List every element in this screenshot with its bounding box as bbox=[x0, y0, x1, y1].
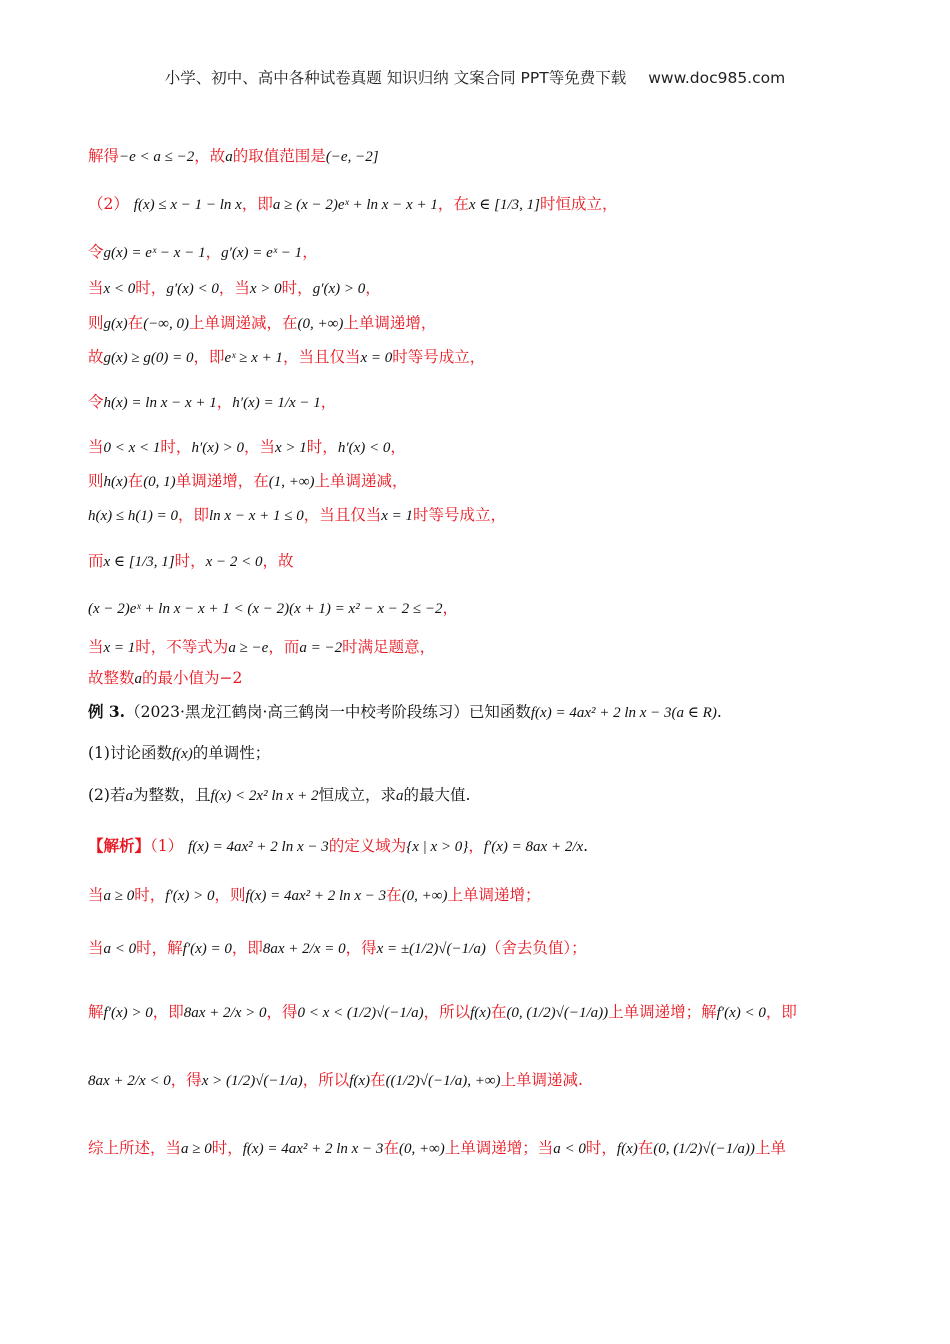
line-text: 上单调递减. bbox=[500, 1071, 583, 1089]
math-expression: x < 0 bbox=[103, 281, 136, 297]
text-line bbox=[88, 883, 541, 908]
line-text: 时， bbox=[281, 279, 313, 297]
line-text: 在 bbox=[637, 1139, 654, 1157]
line-text: 时恒成立， bbox=[539, 195, 618, 213]
math-expression: f(x) bbox=[616, 1141, 638, 1157]
line-text: 时， bbox=[174, 552, 206, 570]
math-expression: g(x) = eˣ − x − 1 bbox=[103, 245, 206, 261]
line-text: 上单调递减，在 bbox=[189, 314, 298, 332]
line-text: 在 bbox=[490, 1003, 507, 1021]
math-expression: h′(x) = 1/x − 1 bbox=[232, 395, 321, 411]
line-text: 令 bbox=[88, 393, 104, 411]
line-text: ，即 bbox=[231, 939, 263, 957]
line-text: ，所以 bbox=[302, 1071, 350, 1089]
math-expression: a bbox=[396, 788, 404, 804]
math-expression: h(x) ≤ h(1) = 0 bbox=[88, 508, 178, 524]
line-text: ，即 bbox=[193, 348, 225, 366]
header-text: 小学、初中、高中各种试卷真题 知识归纳 文案合同 PPT等免费下载 bbox=[164, 69, 627, 87]
line-text: 当 bbox=[88, 438, 104, 456]
math-expression: (−∞, 0) bbox=[143, 316, 189, 332]
line-text: ，当 bbox=[244, 438, 276, 456]
math-expression: h′(x) < 0 bbox=[337, 440, 391, 456]
line-text: ，所以 bbox=[423, 1003, 471, 1021]
line-text: 的最小值为−2 bbox=[142, 669, 243, 687]
line-text: ，当且仅当 bbox=[282, 348, 361, 366]
line-text: 上单调递减， bbox=[314, 472, 408, 490]
math-expression: f(x) = 4ax² + 2 ln x − 3 bbox=[188, 839, 329, 855]
line-text: 故 bbox=[88, 348, 104, 366]
math-expression: a bbox=[134, 671, 143, 687]
line-text: 令 bbox=[88, 243, 104, 261]
math-expression: 8ax + 2/x > 0 bbox=[183, 1005, 267, 1021]
math-expression: x = 0 bbox=[360, 350, 393, 366]
math-expression: g(x) bbox=[103, 316, 128, 332]
math-expression: (0, (1/2)√(−1/a)) bbox=[653, 1141, 755, 1157]
line-text: ， bbox=[320, 393, 337, 411]
math-expression: g(x) ≥ g(0) = 0 bbox=[103, 350, 194, 366]
line-text: 时满足题意， bbox=[342, 638, 436, 656]
line-text: 在 bbox=[386, 886, 402, 904]
math-expression: (−e, −2] bbox=[325, 149, 379, 165]
math-expression: ((1/2)√(−1/a), +∞) bbox=[385, 1073, 501, 1089]
math-expression: a < 0 bbox=[553, 1141, 586, 1157]
line-text: ，得 bbox=[345, 939, 377, 957]
text-line bbox=[88, 240, 318, 265]
line-text: 当 bbox=[88, 279, 104, 297]
line-text: 例 3. bbox=[88, 702, 126, 721]
text-line bbox=[88, 700, 722, 725]
text-line bbox=[88, 345, 485, 370]
line-text: 在 bbox=[383, 1139, 399, 1157]
line-text: ，即 bbox=[178, 506, 210, 524]
line-text: ，而 bbox=[268, 638, 300, 656]
math-expression: a bbox=[225, 149, 233, 165]
line-text: ，故 bbox=[262, 552, 294, 570]
line-text: ，在 bbox=[437, 195, 469, 213]
math-expression: f′(x) > 0 bbox=[103, 1005, 153, 1021]
math-expression: x > 1 bbox=[275, 440, 307, 456]
line-text: (1)讨论函数 bbox=[88, 744, 172, 762]
math-expression: g′(x) = eˣ − 1 bbox=[221, 245, 303, 261]
line-text: 恒成立，求 bbox=[318, 786, 397, 804]
line-text: （1） bbox=[150, 837, 189, 855]
line-text: ， bbox=[302, 243, 318, 261]
line-text: 解 bbox=[88, 1003, 104, 1021]
text-line bbox=[88, 666, 242, 691]
math-expression: a ≥ 0 bbox=[181, 1141, 212, 1157]
math-expression: x − 2 < 0 bbox=[205, 554, 263, 570]
line-text: ，故 bbox=[194, 147, 226, 165]
math-expression: x > (1/2)√(−1/a) bbox=[201, 1073, 303, 1089]
math-expression: f′(x) = 8ax + 2/x bbox=[483, 839, 584, 855]
math-expression: (1, +∞) bbox=[268, 474, 315, 490]
line-text: 上单调递增；当 bbox=[444, 1139, 554, 1157]
text-line bbox=[88, 192, 617, 217]
math-expression: f(x) = 4ax² + 2 ln x − 3 bbox=[242, 1141, 384, 1157]
text-line bbox=[88, 1000, 797, 1025]
math-expression: −e < a ≤ −2 bbox=[119, 149, 195, 165]
text-line bbox=[88, 276, 381, 301]
line-text: 故整数 bbox=[88, 669, 135, 687]
math-expression: f(x) bbox=[470, 1005, 491, 1021]
line-text: 时等号成立， bbox=[392, 348, 486, 366]
line-text: ，得 bbox=[266, 1003, 298, 1021]
math-expression: x ∈ [1/3, 1] bbox=[468, 197, 540, 213]
text-line bbox=[88, 549, 294, 574]
math-expression: eˣ ≥ x + 1 bbox=[224, 350, 283, 366]
text-line bbox=[88, 741, 270, 766]
line-text: ，即 bbox=[765, 1003, 797, 1021]
page-header bbox=[0, 66, 950, 88]
math-expression: g′(x) < 0 bbox=[166, 281, 219, 297]
line-text: ， bbox=[216, 393, 233, 411]
text-line bbox=[88, 469, 408, 494]
line-text: 而 bbox=[88, 552, 104, 570]
math-expression: (0, +∞) bbox=[297, 316, 344, 332]
text-line bbox=[88, 1068, 583, 1093]
line-text: ， bbox=[365, 279, 381, 297]
math-expression: a < 0 bbox=[103, 941, 137, 957]
line-text: ， bbox=[468, 837, 484, 855]
math-expression: {x | x > 0} bbox=[406, 839, 469, 855]
line-text: 时， bbox=[211, 1139, 243, 1157]
math-expression: a ≥ 0 bbox=[103, 888, 135, 904]
line-text: ， bbox=[390, 438, 406, 456]
text-line bbox=[88, 596, 458, 621]
math-expression: x = 1 bbox=[103, 640, 136, 656]
line-text: 综上所述，当 bbox=[88, 1139, 182, 1157]
line-text: 上单调递增；解 bbox=[608, 1003, 717, 1021]
line-text: 在 bbox=[370, 1071, 386, 1089]
math-expression: (0, +∞) bbox=[401, 888, 448, 904]
math-expression: (x − 2)eˣ + ln x − x + 1 < (x − 2)(x + 1) = x² − x − 2 ≤ −2 bbox=[88, 601, 443, 617]
line-text: 时，不等式为 bbox=[135, 638, 229, 656]
math-expression: x > 0 bbox=[249, 281, 282, 297]
math-expression: f(x) = 4ax² + 2 ln x − 3 bbox=[245, 888, 387, 904]
math-expression: h′(x) > 0 bbox=[191, 440, 244, 456]
line-text: 的单调性； bbox=[192, 744, 271, 762]
line-text: 则 bbox=[88, 314, 104, 332]
text-line bbox=[88, 635, 435, 660]
math-expression: (0, +∞) bbox=[398, 1141, 445, 1157]
math-expression: a ≥ −e bbox=[228, 640, 269, 656]
line-text: 时， bbox=[306, 438, 338, 456]
line-text: ， bbox=[205, 243, 222, 261]
math-expression: f(x) < 2x² ln x + 2 bbox=[210, 788, 319, 804]
text-line bbox=[88, 503, 506, 528]
line-text: . bbox=[583, 837, 589, 855]
math-expression: a bbox=[125, 788, 133, 804]
line-text: 时，解 bbox=[136, 939, 183, 957]
line-text: 单调递增，在 bbox=[175, 472, 269, 490]
math-expression: a ≥ (x − 2)eˣ + ln x − x + 1 bbox=[272, 197, 438, 213]
line-text: ，得 bbox=[170, 1071, 202, 1089]
text-line bbox=[88, 834, 588, 859]
math-expression: 0 < x < 1 bbox=[103, 440, 161, 456]
line-text: 上单调递增； bbox=[447, 886, 541, 904]
math-expression: f′(x) > 0 bbox=[165, 888, 215, 904]
header-site-link[interactable]: www.doc985.com bbox=[648, 69, 786, 87]
line-text: 的定义域为 bbox=[328, 837, 407, 855]
math-expression: f(x) bbox=[349, 1073, 371, 1089]
math-expression: f(x) ≤ x − 1 − ln x bbox=[133, 197, 242, 213]
text-line bbox=[88, 144, 379, 169]
line-text: 时， bbox=[585, 1139, 617, 1157]
line-text: 时等号成立， bbox=[413, 506, 507, 524]
math-expression: x = ±(1/2)√(−1/a) bbox=[376, 941, 486, 957]
line-text: 在 bbox=[127, 314, 144, 332]
line-text: （舍去负值）； bbox=[485, 939, 587, 957]
line-text: 解得 bbox=[88, 147, 120, 165]
math-expression: h(x) bbox=[103, 474, 128, 490]
text-line bbox=[88, 435, 406, 460]
line-text: （2023·黑龙江鹤岗·高三鹤岗一中校考阶段练习）已知函数 bbox=[125, 703, 531, 721]
line-text: . bbox=[716, 703, 722, 721]
line-text: 时， bbox=[135, 279, 167, 297]
line-text: 则 bbox=[88, 472, 104, 490]
line-text: 的取值范围是 bbox=[232, 147, 326, 165]
line-text: 时， bbox=[160, 438, 192, 456]
math-expression: x ∈ [1/3, 1] bbox=[103, 554, 175, 570]
line-text: ， bbox=[442, 599, 458, 617]
text-line bbox=[88, 311, 436, 336]
math-expression: f(x) bbox=[171, 746, 193, 762]
math-expression: x = 1 bbox=[381, 508, 414, 524]
line-text: ，即 bbox=[241, 195, 273, 213]
math-expression: 0 < x < (1/2)√(−1/a) bbox=[297, 1005, 424, 1021]
line-text: 的最大值. bbox=[403, 786, 471, 804]
line-text: ，当且仅当 bbox=[303, 506, 382, 524]
text-line bbox=[88, 783, 470, 808]
line-text: 当 bbox=[88, 638, 104, 656]
line-text: 为整数，且 bbox=[132, 786, 211, 804]
line-text: 时， bbox=[134, 886, 166, 904]
line-text: ，则 bbox=[214, 886, 246, 904]
line-text: 当 bbox=[88, 886, 104, 904]
math-expression: f′(x) < 0 bbox=[716, 1005, 766, 1021]
text-line bbox=[88, 936, 587, 961]
line-text: ，当 bbox=[218, 279, 250, 297]
line-text: ，即 bbox=[152, 1003, 184, 1021]
math-expression: g′(x) > 0 bbox=[312, 281, 366, 297]
line-text: 上单 bbox=[754, 1139, 786, 1157]
math-expression: 8ax + 2/x = 0 bbox=[262, 941, 346, 957]
math-expression: (0, (1/2)√(−1/a)) bbox=[506, 1005, 609, 1021]
math-expression: 8ax + 2/x < 0 bbox=[88, 1073, 171, 1089]
line-text: （2） bbox=[88, 195, 134, 213]
text-line bbox=[88, 390, 336, 415]
line-text: 当 bbox=[88, 939, 104, 957]
math-expression: f′(x) = 0 bbox=[182, 941, 232, 957]
line-text: 【解析】 bbox=[88, 836, 151, 855]
math-expression: f(x) = 4ax² + 2 ln x − 3(a ∈ R) bbox=[530, 705, 717, 721]
math-expression: (0, 1) bbox=[143, 474, 176, 490]
line-text: (2)若 bbox=[88, 786, 126, 804]
math-expression: h(x) = ln x − x + 1 bbox=[103, 395, 217, 411]
line-text: 在 bbox=[127, 472, 144, 490]
math-expression: ln x − x + 1 ≤ 0 bbox=[209, 508, 304, 524]
math-expression: a = −2 bbox=[299, 640, 343, 656]
text-line bbox=[88, 1136, 786, 1161]
line-text: 上单调递增， bbox=[343, 314, 437, 332]
